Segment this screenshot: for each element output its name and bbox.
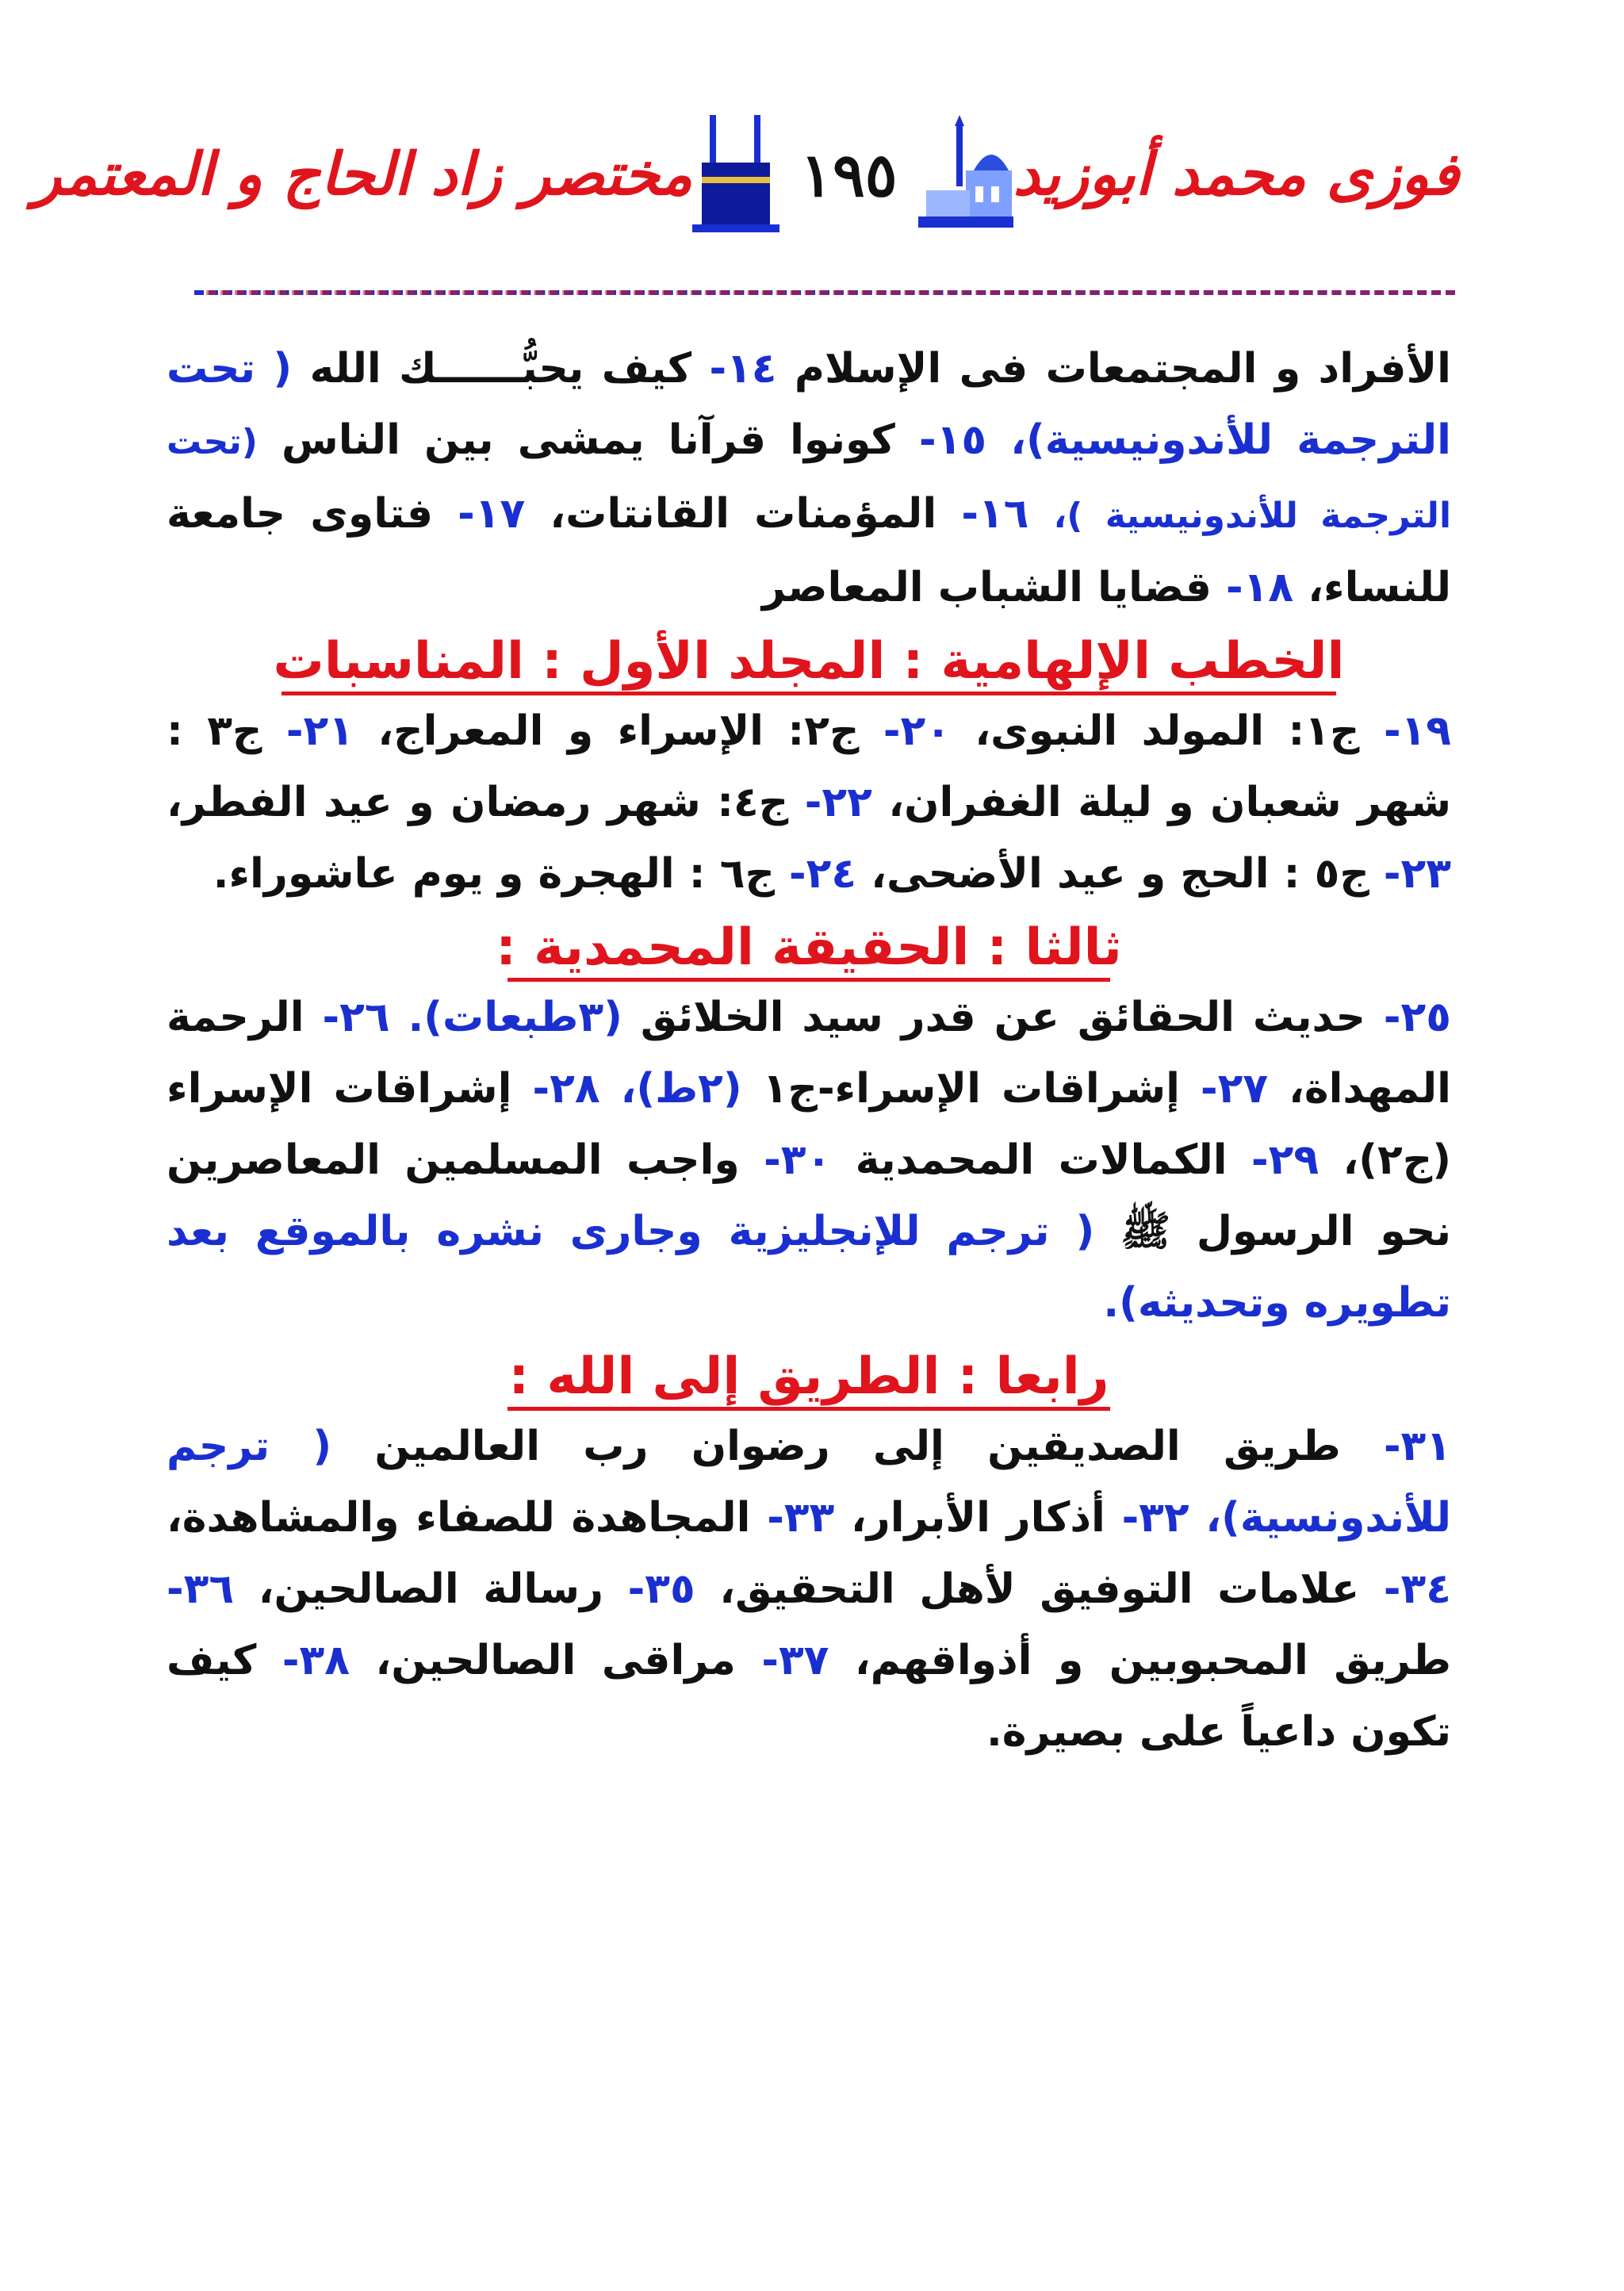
text: قضايا الشباب المعاصر — [761, 564, 1212, 611]
translation-note: (تحت الترجمة للأندونيسية )، — [167, 422, 1452, 536]
item-number: ٣٢- — [1121, 1494, 1189, 1542]
item-number: ٢٦- — [322, 994, 390, 1041]
text: فتاوى جامعة للنساء، — [167, 490, 1451, 611]
item-number: ١٩- — [1383, 707, 1452, 755]
item-number: ٢٠- — [883, 707, 951, 755]
text: الأفراد و المجتمعات فى الإسلام — [794, 345, 1451, 393]
text: المجاهدة للصفاء والمشاهدة، — [167, 1494, 751, 1542]
text: المؤمنات القانتات، — [550, 490, 937, 538]
text: ج٥ : الحج و عيد الأضحى، — [871, 850, 1369, 898]
page-header — [33, 95, 1459, 254]
text: الرحمة المهداة، — [167, 994, 1451, 1113]
text: ج١: المولد النبوى، — [975, 707, 1360, 755]
section-heading-sermons — [167, 623, 1451, 695]
text: الكمالات المحمدية — [855, 1136, 1228, 1184]
section-heading-muhammadan-truth — [167, 910, 1451, 982]
item-number: ٢٧- — [1201, 1065, 1269, 1113]
item-number: ٣١- — [1383, 1423, 1452, 1470]
text: مراقى الصالحين، — [375, 1637, 736, 1684]
item-number: ٣٦- — [167, 1565, 235, 1613]
text: طريق الصديقين إلى رضوان رب العالمين — [374, 1423, 1341, 1470]
item-number: ٢٥- — [1383, 994, 1451, 1041]
page-body — [167, 333, 1451, 1768]
text: أذكار الأبرار، — [851, 1494, 1105, 1542]
text: علامات التوفيق لأهل التحقيق، — [719, 1565, 1360, 1613]
paragraph-1 — [167, 333, 1451, 623]
kaaba-icon — [692, 115, 779, 234]
heading-text: الخطب الإلهامية : المجلد الأول : المناسبات — [273, 632, 1345, 691]
book-title: مختصر زاد الحاج و المعتمر — [33, 140, 693, 209]
item-number: ٢٤- — [789, 850, 857, 898]
item-number: ٣٨- — [282, 1637, 350, 1684]
paragraph-3 — [167, 982, 1451, 1339]
item-number: ٣٣- — [767, 1494, 835, 1542]
item-number: ٢١- — [285, 707, 354, 755]
heading-text: ثالثا : الحقيقة المحمدية : — [496, 918, 1122, 977]
text: ج٢: الإسراء و المعراج، — [377, 707, 860, 755]
item-number: ١٥- — [919, 416, 987, 464]
item-number: ٣٥- — [627, 1565, 695, 1613]
item-number: ٢٨- — [532, 1065, 600, 1113]
paragraph-4 — [167, 1411, 1451, 1768]
heading-underline — [508, 978, 1110, 982]
text: حديث الحقائق عن قدر سيد الخلائق — [640, 994, 1365, 1041]
paragraph-2 — [167, 695, 1451, 910]
text: إشراقات الإسراء (ج٢)، — [167, 1065, 1452, 1184]
item-number: ٢٢- — [804, 779, 872, 826]
item-number: ٢٣- — [1383, 850, 1451, 898]
text: كيف يحبُّــــــك الله — [309, 345, 692, 393]
text: إشراقات الإسراء-ج١ — [762, 1065, 1180, 1113]
section-heading-path-to-god — [167, 1339, 1451, 1411]
item-number: ١٨- — [1226, 564, 1294, 611]
text: رسالة الصالحين، — [258, 1565, 603, 1613]
text: طريق المحبوبين و أذواقهم، — [854, 1637, 1452, 1684]
text: ج٣ : شهر شعبان و ليلة الغفران، — [167, 707, 1451, 826]
translation-note: ( تحت الترجمة للأندونيسية)، — [167, 345, 1451, 464]
heading-underline — [282, 692, 1336, 695]
item-number: ٣٧- — [761, 1637, 829, 1684]
item-number: ٣٤- — [1383, 1565, 1451, 1613]
item-number: ١٤- — [709, 345, 777, 393]
item-number: ٢٩- — [1251, 1136, 1320, 1184]
author-name: فوزى محمد أبوزيد — [1013, 140, 1459, 209]
text: كيف تكون داعياً على بصيرة. — [167, 1637, 1451, 1756]
page-number: ١٩٥ — [800, 139, 898, 210]
item-number: ٣٠- — [764, 1136, 832, 1184]
item-number: ١٦- — [961, 490, 1029, 538]
header-center — [692, 115, 1013, 234]
translation-note: ( ترجم للأندونسية)، — [167, 1423, 1451, 1542]
heading-text: رابعا : الطريق إلى الله : — [508, 1347, 1109, 1406]
header-divider-accent — [206, 290, 1455, 295]
translation-note: ( ترجم للإنجليزية وجارى نشره بالموقع بعد تطويره وتحديثه). — [167, 1208, 1451, 1327]
text: واجب المسلمين المعاصرين نحو الرسول ﷺ — [167, 1136, 1452, 1255]
heading-underline — [508, 1407, 1110, 1411]
text: ج٤: شهر رمضان و عيد الفطر، — [167, 779, 789, 826]
edition-note: (٢ط)، — [620, 1065, 742, 1113]
edition-note: (٣طبعات). — [408, 994, 622, 1041]
text: ج٦ : الهجرة و يوم عاشوراء. — [213, 850, 775, 898]
item-number: ١٧- — [458, 490, 526, 538]
mosque-icon — [918, 115, 1013, 234]
text: كونوا قرآنا يمشى بين الناس — [282, 416, 895, 464]
